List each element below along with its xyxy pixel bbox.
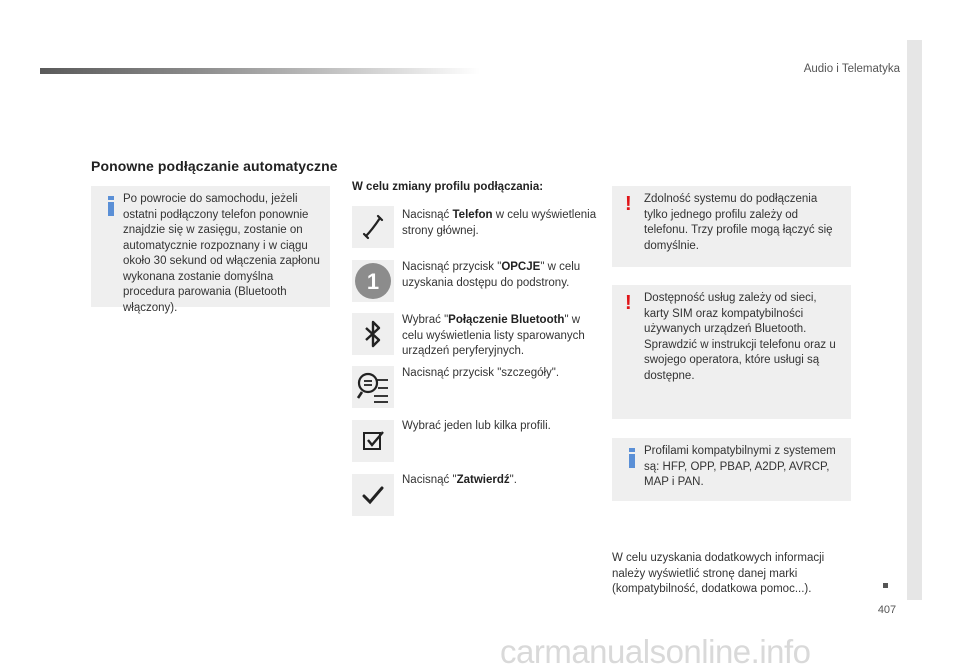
bluetooth-icon [352,313,394,355]
warning-note-services [612,285,851,419]
warning-exclamation-icon: ! [625,292,632,314]
page-side-strip [907,40,922,600]
section-label: Audio i Telematyka [803,63,900,75]
watermark: carmanualsonline.info [500,633,811,670]
info-note [91,186,330,314]
steps-title: W celu zmiany profilu podłączania: [352,181,544,193]
info-note-text: Profilami kompatybilnymi z systemem są: HFP, OPP, PBAP, A2DP, AVRCP, MAP i PAN. [644,445,836,488]
info-icon [103,196,119,216]
header-gradient-bar [40,68,480,74]
step-3-text: Wybrać "Połączenie Bluetooth" w celu wyświetlenia listy sparowanych urządzeń peryferyjnych. [402,314,585,357]
step-2-text: Nacisnąć przycisk "OPCJE" w celu uzyskania dostępu do podstrony. [402,261,581,289]
step-number-1-icon [352,260,394,302]
info-note-profiles [612,438,851,501]
step-1-text: Nacisnąć Telefon w celu wyświetlenia strony głównej. [402,209,597,237]
warning-exclamation-icon: ! [625,193,632,215]
page-number: 407 [877,604,897,616]
step-5-text: Wybrać jeden lub kilka profili. [402,420,551,432]
info-note-text: Po powrocie do samochodu, jeżeli ostatni podłączony telefon ponownie znajdzie się w zasięgu, zostanie on automatycznie rozpoznany i w ciągu około 30 sekund od włączenia zapłonu wykonana zostanie domyślna procedura parowania (Bluetooth włączony). [123,193,320,314]
more-info-text: W celu uzyskania dodatkowych informacji należy wyświetlić stronę danej marki (kompatybilność, dodatkowa pomoc...). [612,552,825,595]
checkmark-confirm-icon [352,474,394,516]
checkbox-select-icon [352,420,394,462]
phone-handset-icon [352,206,394,248]
step-6-text: Nacisnąć "Zatwierdź". [402,474,517,486]
page-marker [883,583,888,588]
info-icon [624,448,640,468]
warning-note-profiles [612,186,851,267]
warning-text: Dostępność usług zależy od sieci, karty SIM oraz kompatybilności używanych urządzeń Bluetooth. Sprawdzić w instrukcji telefonu oraz u swojego operatora, które usługi są dostępne. [644,292,836,382]
svg-text:1: 1 [366,269,380,294]
section-title: Ponowne podłączanie automatyczne [91,158,338,174]
warning-text: Zdolność systemu do podłączenia tylko jednego profilu zależy od telefonu. Trzy profile mogą łączyć się domyślnie. [644,193,833,252]
details-magnifier-list-icon [352,366,394,408]
step-4-text: Nacisnąć przycisk "szczegóły". [402,367,560,379]
